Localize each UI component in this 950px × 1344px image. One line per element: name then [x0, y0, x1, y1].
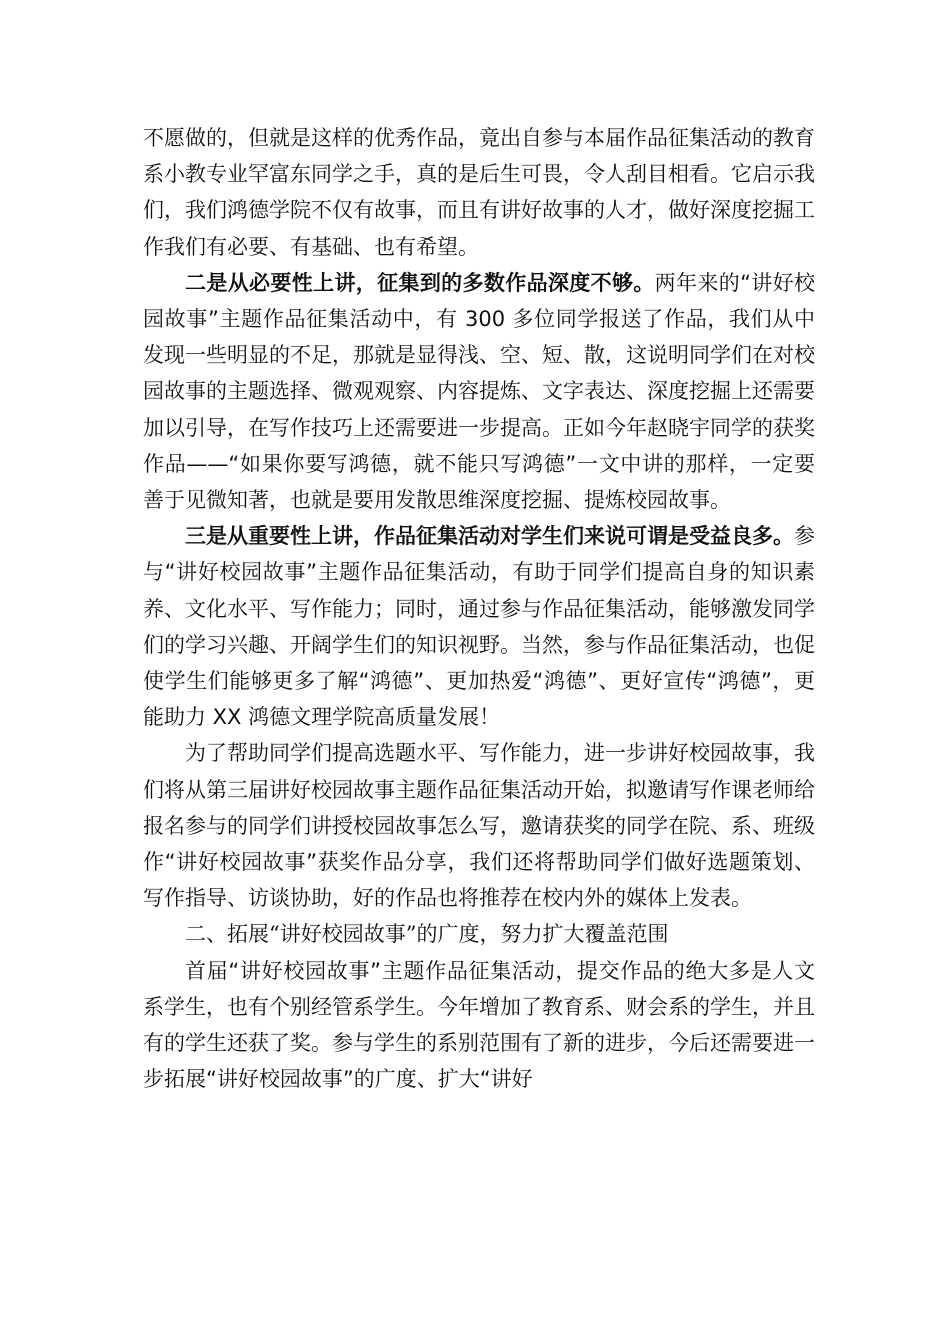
paragraph-3-text: 参与“讲好校园故事”主题作品征集活动，有助于同学们提高自身的知识素养、文化水平、写作能力；同时，通过参与作品征集活动，能够激发同学们的学习兴趣、开阔学生们的知识视野。当然，参与作品征集活动，也促使学生们能够更多了解“鸿德”、更加热爱“鸿德”、更好宣传“鸿德”，更能助力 XX 鸿德文理学院高质量发展！	[143, 524, 815, 730]
paragraph-3-heading: 三是从重要性上讲，作品征集活动对学生们来说可谓是受益良多。	[185, 524, 794, 549]
paragraph-2	[143, 265, 815, 518]
paragraph-4	[143, 735, 815, 916]
paragraph-3	[143, 518, 815, 735]
section-heading	[143, 916, 815, 952]
paragraph-6-text: 首届“讲好校园故事”主题作品征集活动，提交作品的绝大多是人文系学生，也有个别经管系学生。今年增加了教育系、财会系的学生，并且有的学生还获了奖。参与学生的系别范围有了新的进步，今后还需要进一步拓展“讲好校园故事”的广度、扩大“讲好	[143, 958, 815, 1092]
paragraph-1-text: 不愿做的，但就是这样的优秀作品，竟出自参与本届作品征集活动的教育系小教专业罕富东同学之手，真的是后生可畏，令人刮目相看。它启示我们，我们鸿德学院不仅有故事，而且有讲好故事的人才，做好深度挖掘工作我们有必要、有基础、也有希望。	[143, 126, 815, 259]
document-body	[143, 120, 815, 1097]
section-heading-text: 二、拓展“讲好校园故事”的广度，努力扩大覆盖范围	[185, 922, 669, 947]
paragraph-6	[143, 953, 815, 1098]
paragraph-1	[143, 120, 815, 265]
paragraph-2-text: 两年来的“讲好校园故事”主题作品征集活动中，有 300 多位同学报送了作品，我们从中发现一些明显的不足，那就是显得浅、空、短、散，这说明同学们在对校园故事的主题选择、微观观察、内容提炼、文字表达、深度挖掘上还需要加以引导，在写作技巧上还需要进一步提高。正如今年赵晓宇同学的获奖作品——“如果你要写鸿德，就不能只写鸿德”一文中讲的那样，一定要善于见微知著，也就是要用发散思维深度挖掘、提炼校园故事。	[143, 270, 815, 513]
paragraph-4-text: 为了帮助同学们提高选题水平、写作能力，进一步讲好校园故事，我们将从第三届讲好校园故事主题作品征集活动开始，拟邀请写作课老师给报名参与的同学们讲授校园故事怎么写，邀请获奖的同学在院、系、班级作“讲好校园故事”获奖作品分享，我们还将帮助同学们做好选题策划、写作指导、访谈协助，好的作品也将推荐在校内外的媒体上发表。	[143, 741, 815, 911]
paragraph-2-heading: 二是从必要性上讲，征集到的多数作品深度不够。	[185, 270, 655, 295]
